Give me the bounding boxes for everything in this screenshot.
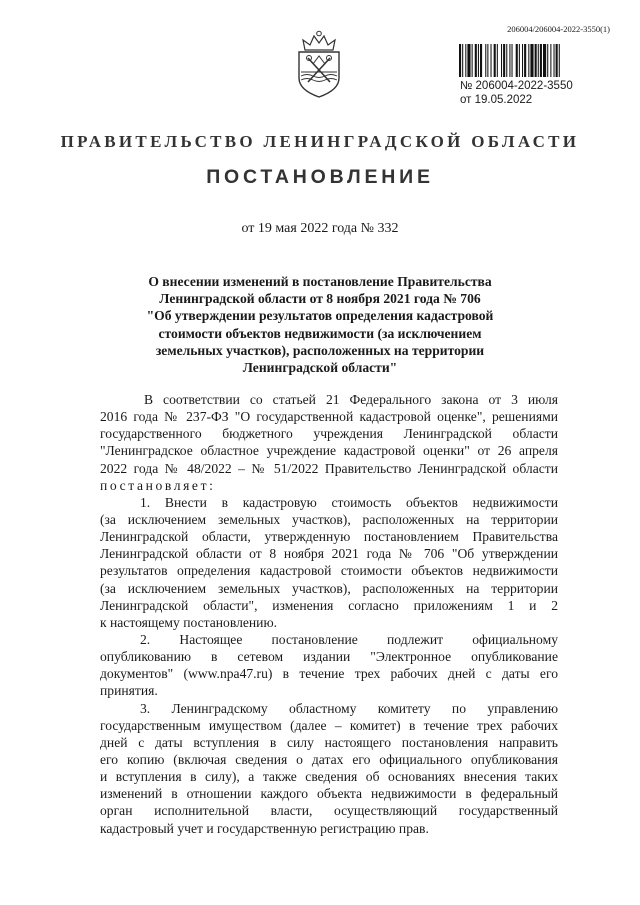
document-type: ПОСТАНОВЛЕНИЕ [206, 166, 434, 188]
body-line: принятия. [100, 683, 158, 699]
body-line: (за исключением земельных участков), расположенных на территории [100, 580, 558, 596]
body-line: орган исполнительной власти, осуществляющий государственный [100, 803, 558, 819]
subject-line: Ленинградской области от 8 ноября 2021 года № 706 [159, 291, 481, 307]
document-subject [100, 273, 540, 376]
subject-line: О внесении изменений в постановление Правительства [148, 274, 492, 289]
registration-block [460, 80, 573, 107]
body-line: 2022 года № 48/2022 – № 51/2022 Правительство Ленинградской области [100, 460, 558, 476]
barcode-icon [459, 44, 600, 77]
registration-date: от 19.05.2022 [460, 93, 533, 106]
item-2 [100, 631, 558, 700]
body-line: его копию (включая сведения о датах его официального опубликования [100, 751, 558, 767]
item-3 [100, 700, 558, 837]
body-line: В соответствии со статьей 21 Федерального закона от 3 июля [144, 392, 558, 407]
coat-of-arms-icon [293, 30, 345, 100]
subject-line: стоимости объектов недвижимости (за исключением [158, 325, 482, 341]
body-line: "Ленинградское областное учреждение кадастровой оценки" от 26 апреля [100, 443, 558, 459]
subject-line: Ленинградской области" [242, 360, 398, 376]
body-line: государственным имуществом (далее – комитет) в течение трех рабочих [100, 717, 558, 733]
body-line: 2016 года № 237-ФЗ "О государственной кадастровой оценке", решениями [100, 409, 558, 425]
body-line: опубликованию в сетевом издании "Электронное опубликование [100, 649, 558, 665]
body-line: 3. Ленинградскому областному комитету по управлению [140, 700, 558, 716]
document-body [100, 391, 558, 837]
body-line: Ленинградской области", изменения согласно приложениям 1 и 2 [100, 597, 558, 613]
body-line: и вступления в силу), а также сведения об основаниях внесения таких [100, 769, 558, 785]
body-line: результатов определения кадастровой стоимости объектов недвижимости [100, 563, 558, 579]
body-line: Ленинградской области, утвержденную постановлением Правительства [100, 529, 558, 545]
body-line: Ленинградской области от 8 ноября 2021 года № 706 "Об утверждении [100, 546, 558, 562]
body-line: 1. Внести в кадастровую стоимость объектов недвижимости [140, 494, 558, 510]
resolves-word: постановляет: [100, 477, 216, 493]
registration-number: № 206004-2022-3550 [460, 80, 573, 92]
body-line: государственного бюджетного учреждения Ленинградской области [100, 426, 558, 442]
subject-line: "Об утверждении результатов определения кадастровой [146, 308, 494, 324]
subject-line: земельных участков), расположенных на территории [155, 342, 485, 358]
organization-title: ПРАВИТЕЛЬСТВО ЛЕНИНГРАДСКОЙ ОБЛАСТИ [60, 132, 580, 151]
body-line: изменений в отношении каждого объекта недвижимости в федеральный [100, 786, 558, 802]
body-line: 2. Настоящее постановление подлежит официальному [140, 631, 558, 647]
body-line: дней с даты вступления в силу настоящего постановления направить [100, 734, 558, 750]
body-line: кадастровый учет и государственную регистрацию прав. [100, 820, 429, 836]
document-code: 206004/206004-2022-3550(1) [507, 24, 610, 34]
document-date-number: от 19 мая 2022 года № 332 [241, 221, 399, 236]
body-line: документов" (www.npa47.ru) в течение трех рабочих дней с даты его [100, 666, 558, 682]
body-line: (за исключением земельных участков), расположенных на территории [100, 511, 558, 527]
preamble [100, 391, 558, 494]
body-line: к настоящему постановлению. [100, 614, 278, 630]
item-1 [100, 494, 558, 631]
